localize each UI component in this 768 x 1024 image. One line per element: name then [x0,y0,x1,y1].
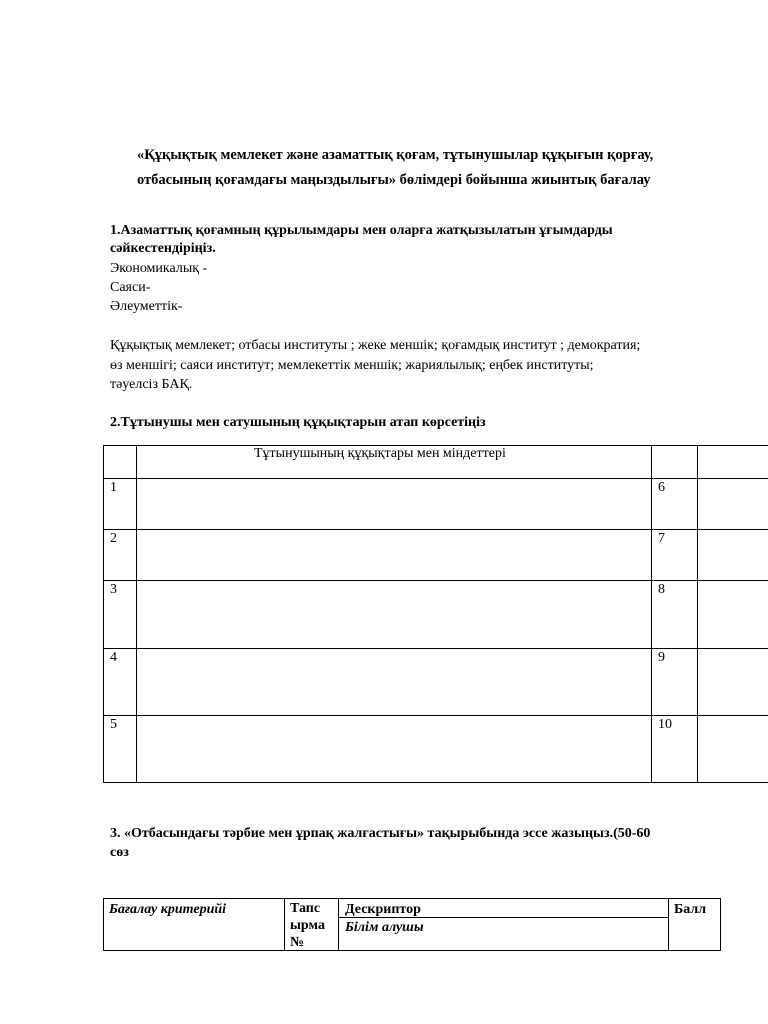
row-number-6: 6 [658,480,665,495]
terms-line-1: Құқықтық мемлекет; отбасы институты ; жеке меншік; қоғамдық институт ; демократия; [110,338,641,353]
rubric-header-descriptor: Дескриптор [345,902,421,917]
row-number-4: 4 [110,650,117,665]
terms-line-2: өз меншігі; саяси институт; мемлекеттік меншік; жариялылық; еңбек институты; [110,358,594,373]
table-header: Тұтынушының құқықтары мен міндеттері [254,446,506,461]
category-economic: Экономикалық - [110,261,208,276]
task3-heading-line-2: сөз [110,845,129,860]
rubric-header-task-line-1: Тапс [290,901,321,916]
row-number-2: 2 [110,531,117,546]
row-number-8: 8 [658,582,665,597]
rubric-header-descriptor-learner: Білім алушы [345,920,424,935]
task1-heading-line-2: сәйкестендіріңіз. [110,241,216,256]
document-title-line-2: отбасының қоғамдағы маңыздылығы» бөлімдері бойынша жиынтық бағалау [137,172,651,188]
terms-line-3: тәуелсіз БАҚ. [110,377,193,392]
rubric-header-task-line-3: № [290,935,305,950]
category-social: Әлеуметтік- [110,299,183,314]
row-number-10: 10 [658,717,672,732]
document-title-line-1: «Құқықтық мемлекет және азаматтық қоғам, тұтынушылар құқығын қорғау, [137,147,654,163]
row-number-7: 7 [658,531,665,546]
task2-heading: 2.Тұтынушы мен сатушының құқықтарын атап көрсетіңіз [110,415,486,430]
row-number-1: 1 [110,480,117,495]
rubric-header-task-line-2: ырма [290,918,325,933]
category-political: Саяси- [110,280,151,295]
rubric-header-criteria: Бағалау критерийі [109,902,227,917]
task1-heading-line-1: 1.Азаматтық қоғамның құрылымдары мен оларға жатқызылатын ұғымдарды [110,223,613,238]
row-number-3: 3 [110,582,117,597]
row-number-9: 9 [658,650,665,665]
rubric-header-score: Балл [674,902,707,917]
row-number-5: 5 [110,717,117,732]
task3-heading-line-1: 3. «Отбасындағы тәрбие мен ұрпақ жалғастығы» тақырыбында эссе жазыңыз.(50-60 [110,826,651,841]
